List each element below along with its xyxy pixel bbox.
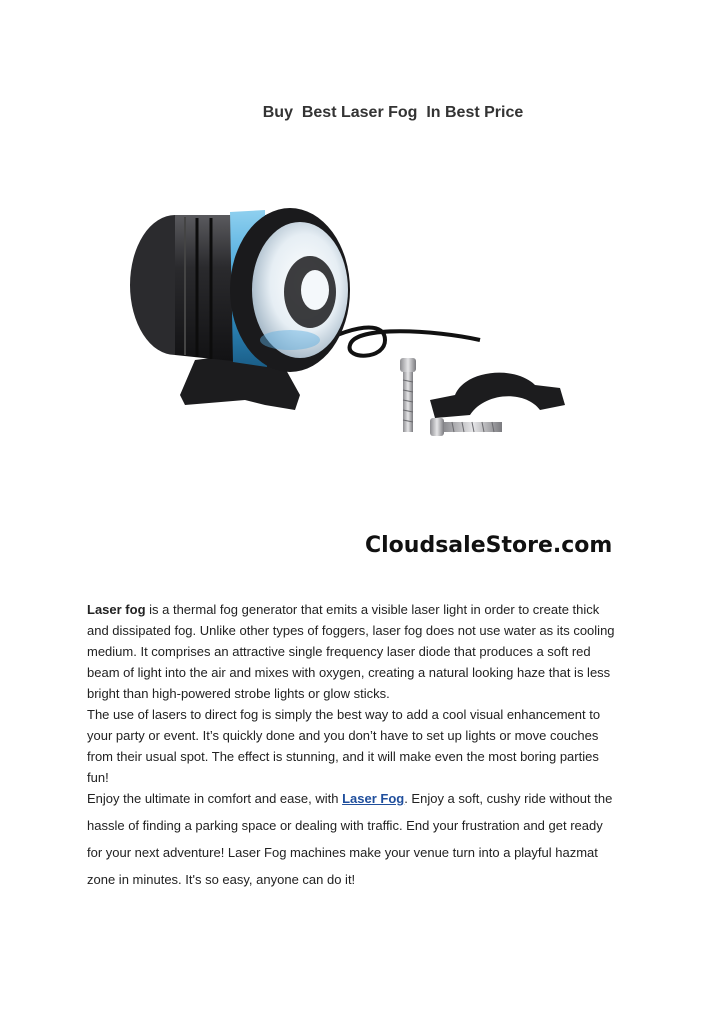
clamp-bracket bbox=[430, 373, 565, 418]
paragraph-2: The use of lasers to direct fog is simply the best way to add a cool visual enhancement to your party or event. It’s quickly done and you don’t have to set up lights or move couches from their usual spot. The effect is stunning, and it will make even the most boring parties fun! bbox=[87, 707, 601, 785]
paragraph-3: hassle of finding a parking space or dealing with traffic. End your frustration and get ready for your next adventure! Laser Fog machines make your venue turn into a playful hazmat zone in minutes. It's so easy, anyone can do it! bbox=[87, 818, 603, 887]
paragraph-1: Laser fog is a thermal fog generator that emits a visible laser light in order to create thick and dissipated fog. Unlike other types of foggers, laser fog does not use water as its cooling medium. It comprises an attractive single frequency laser diode that produces a soft red beam of light into the air and mixes with oxygen, creating a natural looking haze that is less bright than high-powered strobe lights or glow sticks. bbox=[87, 602, 615, 701]
article-body bbox=[87, 599, 647, 893]
product-image bbox=[85, 160, 615, 580]
paragraph-3-first-line: Enjoy the ultimate in comfort and ease, with Laser Fog. Enjoy a soft, cushy ride without the bbox=[87, 791, 613, 806]
screw-bolt-horizontal bbox=[430, 418, 502, 436]
screw-bolt-vertical bbox=[400, 358, 416, 432]
laser-fog-link[interactable]: Laser Fog bbox=[342, 791, 405, 806]
watermark-text: CloudsaleStore.com bbox=[365, 533, 613, 558]
page-title: Buy Best Laser Fog In Best Price bbox=[262, 104, 524, 121]
laser-fog-term: Laser fog bbox=[87, 602, 146, 617]
